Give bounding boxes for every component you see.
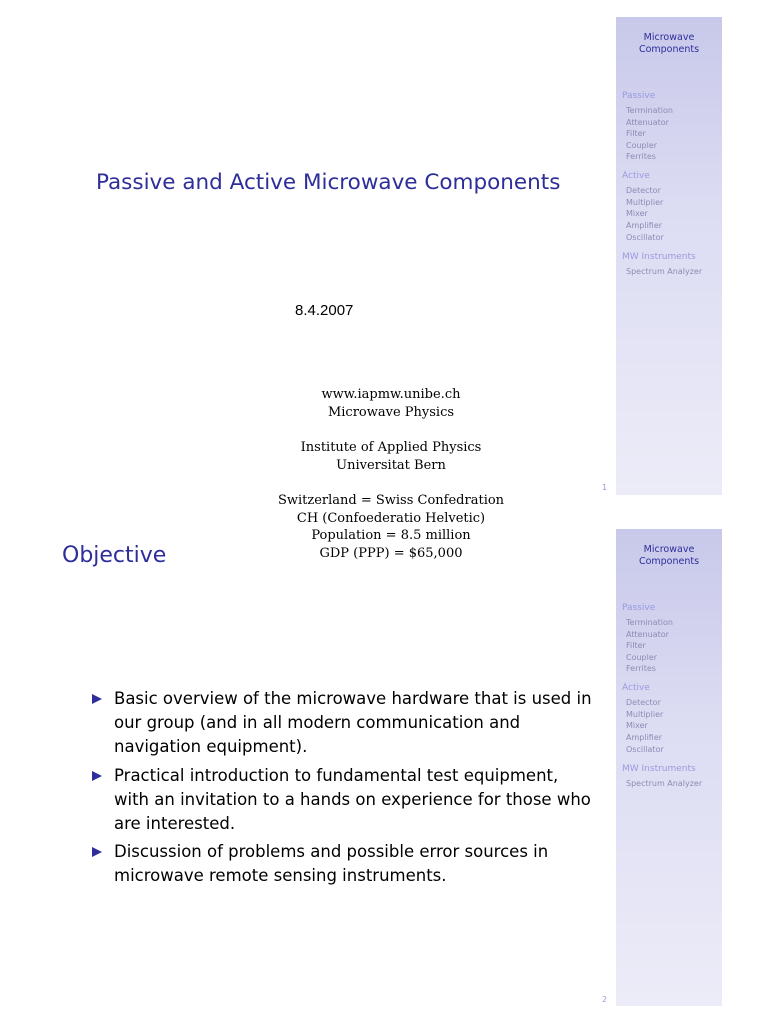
sidebar-item-detector[interactable]: Detector <box>626 186 661 195</box>
country-code-text: CH (Confoederatio Helvetic) <box>296 510 486 526</box>
university-text: Universitat Bern <box>336 457 446 473</box>
presentation-date: 8.4.2007 <box>295 302 354 319</box>
population-text: Population = 8.5 million <box>311 528 471 543</box>
sidebar-item-mixer[interactable]: Mixer <box>626 721 648 730</box>
sidebar-item-multiplier[interactable]: Multiplier <box>626 198 664 207</box>
department-text: Microwave Physics <box>327 404 455 420</box>
triangle-bullet-icon <box>92 847 102 857</box>
sidebar-nav <box>616 529 722 1006</box>
triangle-bullet-icon <box>92 694 102 704</box>
sidebar-item-amplifier[interactable]: Amplifier <box>626 221 663 230</box>
bullet-text: Discussion of problems and possible error sources in microwave remote sensing instruments. <box>114 842 549 886</box>
sidebar-section-passive[interactable]: Passive <box>622 603 656 613</box>
bullet-item <box>92 764 592 837</box>
sidebar-item-filter[interactable]: Filter <box>626 129 646 138</box>
sidebar-item-detector[interactable]: Detector <box>626 698 661 707</box>
sidebar-item-ferrites[interactable]: Ferrites <box>626 664 656 673</box>
sidebar-item-termination[interactable]: Termination <box>626 618 673 627</box>
sidebar-item-oscillator[interactable]: Oscillator <box>626 745 664 754</box>
sidebar-item-amplifier[interactable]: Amplifier <box>626 733 663 742</box>
sidebar-nav <box>616 17 722 495</box>
institute-text: Institute of Applied Physics <box>300 440 482 455</box>
bullet-text: Basic overview of the microwave hardware that is used in our group (and in all modern communication and navigation equipment). <box>114 689 592 757</box>
sidebar-item-attenuator[interactable]: Attenuator <box>626 630 669 639</box>
sidebar-item-termination[interactable]: Termination <box>626 106 673 115</box>
gdp-text: GDP (PPP) = $65,000 <box>319 545 463 561</box>
sidebar-item-filter[interactable]: Filter <box>626 641 646 650</box>
author-info-block <box>240 386 542 562</box>
bullet-item <box>92 687 592 760</box>
sidebar-item-multiplier[interactable]: Multiplier <box>626 710 664 719</box>
sidebar-section-active[interactable]: Active <box>622 171 650 181</box>
page-number: 1 <box>602 483 608 492</box>
sidebar-item-oscillator[interactable]: Oscillator <box>626 233 664 242</box>
website-text: www.iapmw.unibe.ch <box>321 387 461 402</box>
triangle-bullet-icon <box>92 771 102 781</box>
bullet-list <box>92 687 592 893</box>
sidebar-section-active[interactable]: Active <box>622 683 650 693</box>
sidebar-item-coupler[interactable]: Coupler <box>626 141 658 150</box>
sidebar-item-coupler[interactable]: Coupler <box>626 653 658 662</box>
sidebar-item-mixer[interactable]: Mixer <box>626 209 648 218</box>
country-text: Switzerland = Swiss Confedration <box>277 493 505 508</box>
slide-title: Objective <box>62 543 167 568</box>
bullet-item <box>92 840 592 888</box>
presentation-title: Passive and Active Microwave Components <box>96 170 561 195</box>
sidebar-title[interactable]: Microwave Components <box>638 544 700 567</box>
sidebar-section-mw-instruments[interactable]: MW Instruments <box>622 764 696 774</box>
sidebar-item-ferrites[interactable]: Ferrites <box>626 152 656 161</box>
page-number: 2 <box>602 995 608 1004</box>
sidebar-item-spectrum-analyzer[interactable]: Spectrum Analyzer <box>626 779 703 788</box>
sidebar-section-passive[interactable]: Passive <box>622 91 656 101</box>
sidebar-item-spectrum-analyzer[interactable]: Spectrum Analyzer <box>626 267 703 276</box>
sidebar-section-mw-instruments[interactable]: MW Instruments <box>622 252 696 262</box>
sidebar-item-attenuator[interactable]: Attenuator <box>626 118 669 127</box>
bullet-text: Practical introduction to fundamental test equipment, with an invitation to a hands on experience for those who are interested. <box>114 765 591 834</box>
sidebar-title[interactable]: Microwave Components <box>638 32 700 55</box>
